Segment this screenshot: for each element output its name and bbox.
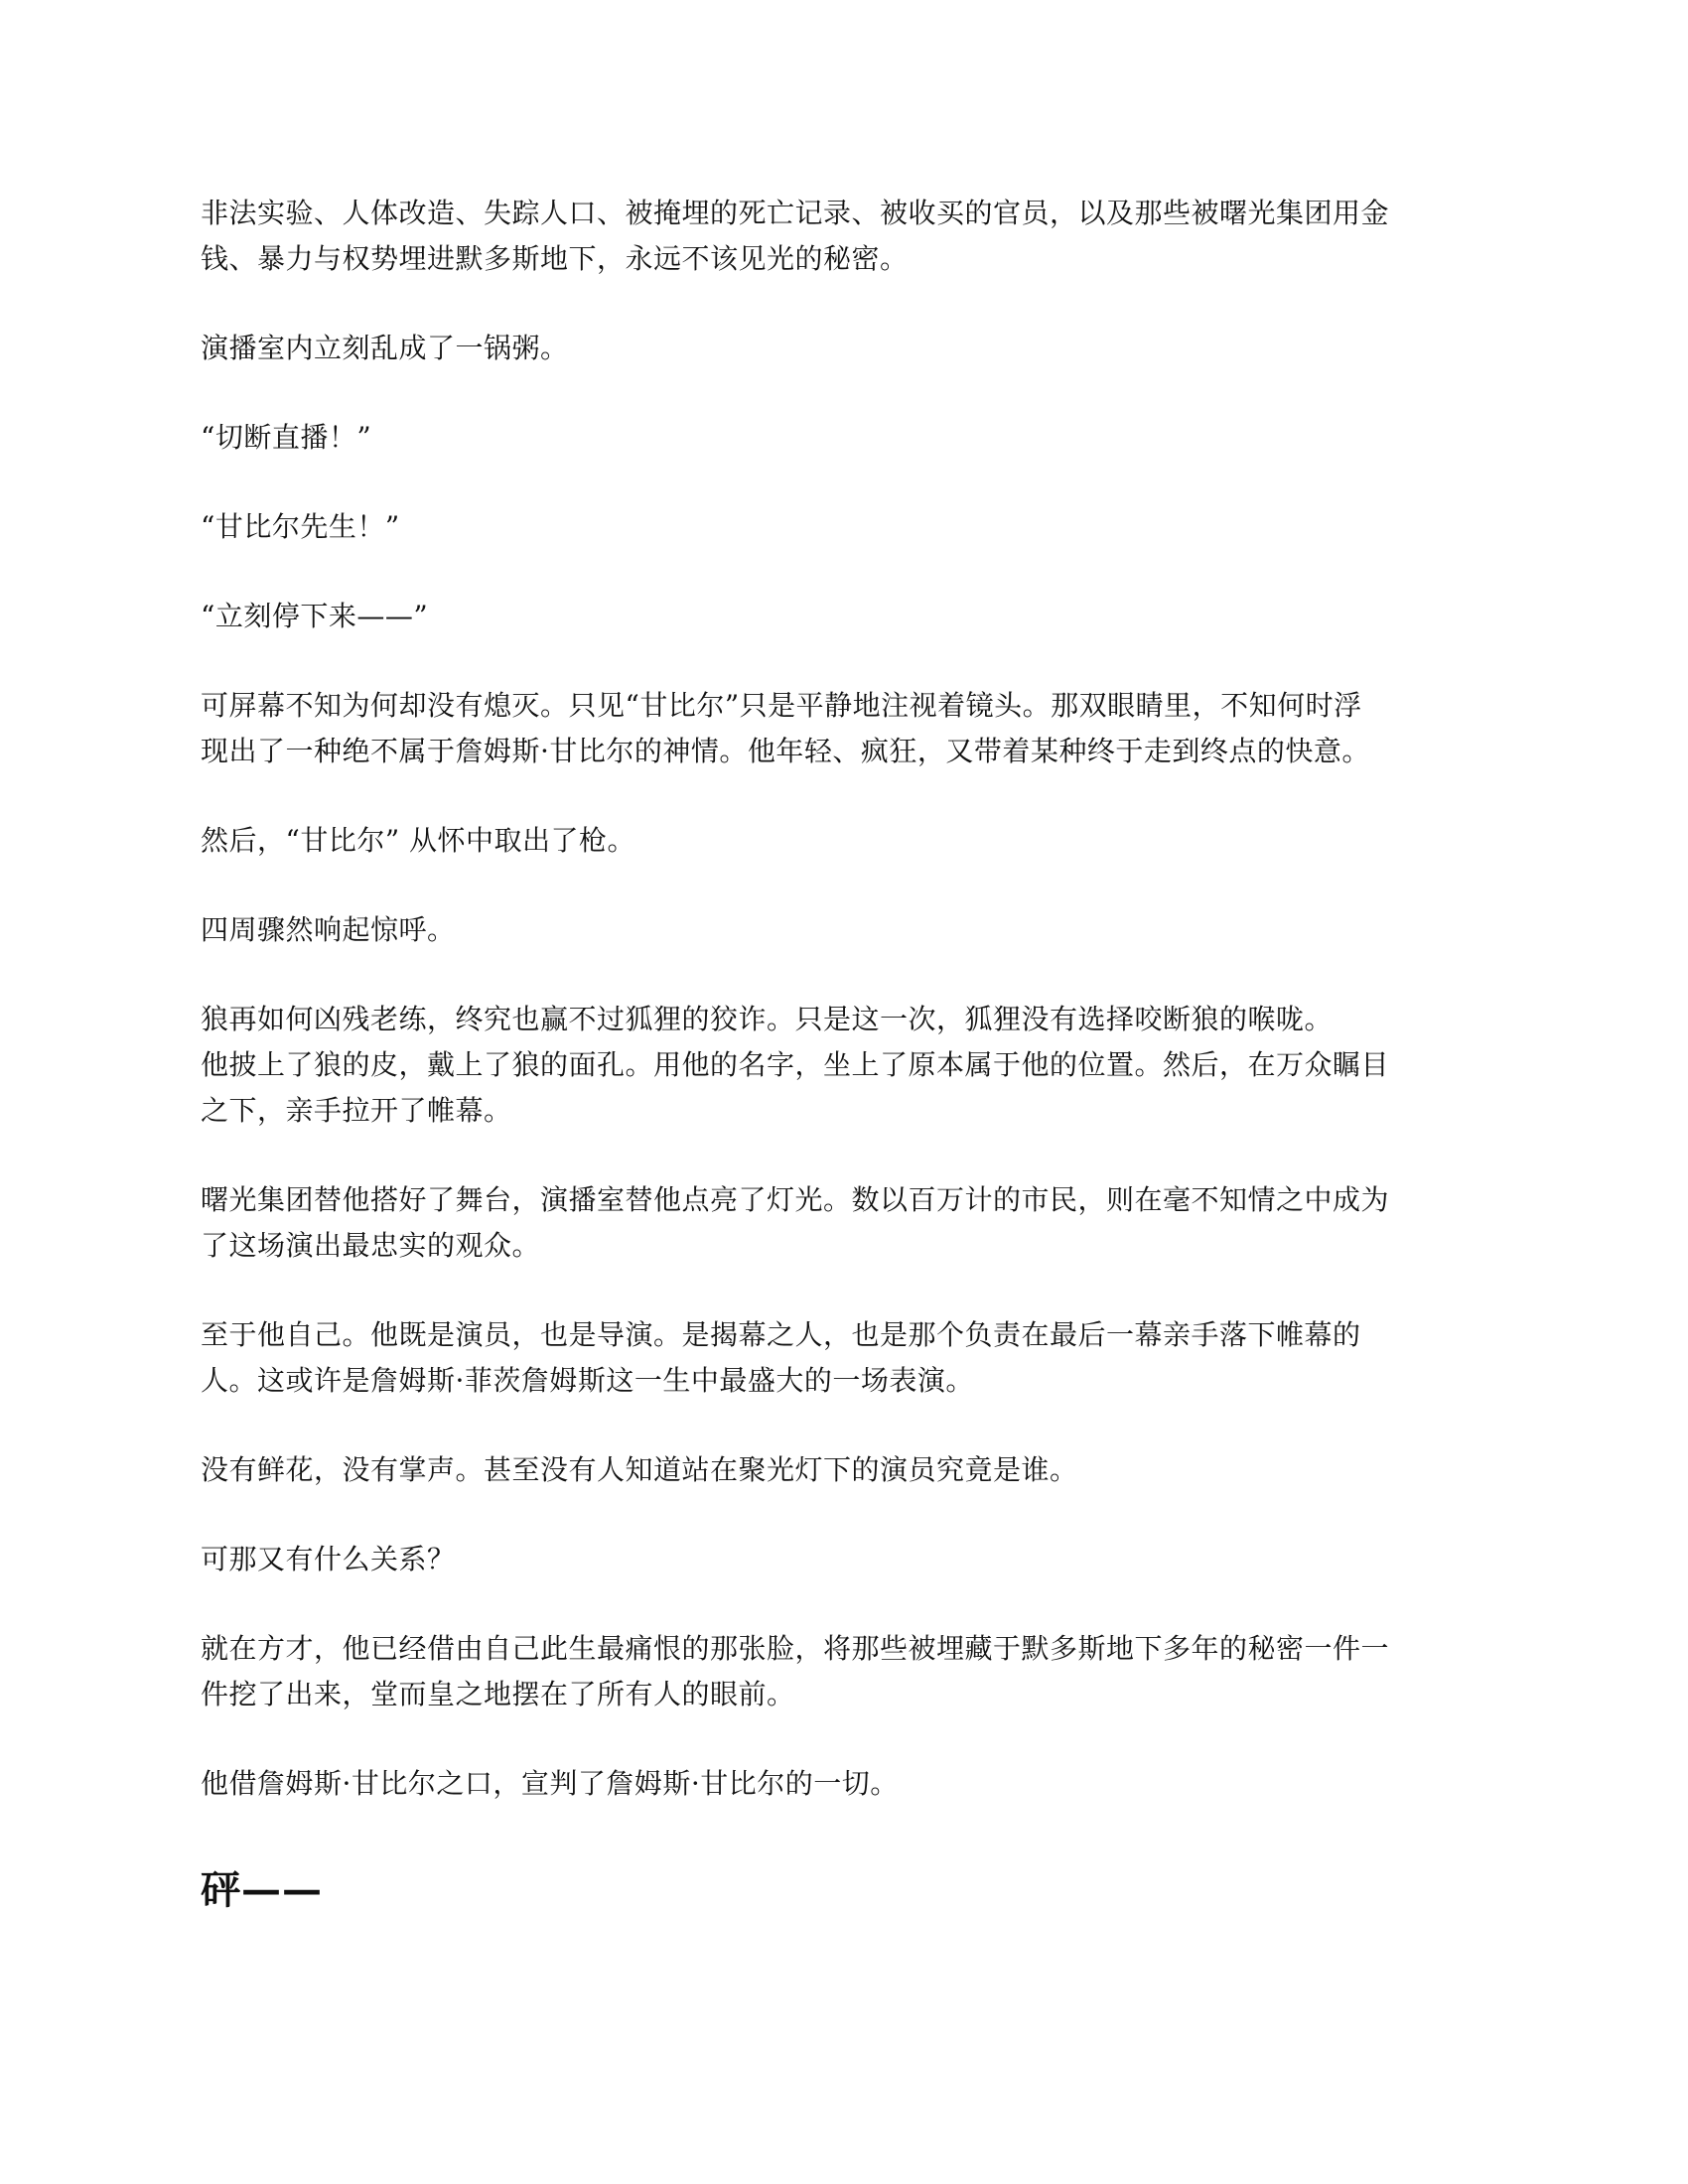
paragraph <box>201 1447 1491 1493</box>
paragraph-line: 现出了一种绝不属于詹姆斯·甘比尔的神情。他年轻、疯狂，又带着某种终于走到终点的快意。 <box>201 735 1370 767</box>
paragraph-line: 人。这或许是詹姆斯·菲茨詹姆斯这一生中最盛大的一场表演。 <box>201 1364 974 1397</box>
paragraph <box>201 326 1491 371</box>
paragraph-line: 四周骤然响起惊呼。 <box>201 913 456 946</box>
paragraph <box>201 683 1491 774</box>
document-page <box>201 191 1491 1918</box>
paragraph-line: “甘比尔先生！” <box>201 510 400 543</box>
paragraph-line: 没有鲜花，没有掌声。甚至没有人知道站在聚光灯下的演员究竟是谁。 <box>201 1453 1078 1486</box>
paragraph <box>201 1042 1491 1134</box>
paragraph <box>201 594 1491 639</box>
paragraph-line: 可那又有什么关系？ <box>201 1543 456 1575</box>
paragraph <box>201 1312 1491 1404</box>
paragraph-line: 非法实验、人体改造、失踪人口、被掩埋的死亡记录、被收买的官员，以及那些被曙光集团用金 <box>201 197 1390 229</box>
paragraph-line: 他披上了狼的皮，戴上了狼的面孔。用他的名字，坐上了原本属于他的位置。然后，在万众瞩目 <box>201 1048 1390 1081</box>
paragraph-line: “立刻停下来——” <box>201 600 429 632</box>
paragraph <box>201 818 1491 864</box>
paragraph-line: 他借詹姆斯·甘比尔之口，宣判了詹姆斯·甘比尔的一切。 <box>201 1767 899 1800</box>
paragraph <box>201 1177 1491 1269</box>
paragraph-line: 狼再如何凶残老练，终究也赢不过狐狸的狡诈。只是这一次，狐狸没有选择咬断狼的喉咙。 <box>201 1003 1334 1035</box>
paragraph <box>201 191 1491 282</box>
paragraph <box>201 1761 1491 1807</box>
paragraph-line: 件挖了出来，堂而皇之地摆在了所有人的眼前。 <box>201 1678 795 1710</box>
paragraph-line: “切断直播！” <box>201 421 372 454</box>
paragraph-line: 钱、暴力与权势埋进默多斯地下，永远不该见光的秘密。 <box>201 242 909 275</box>
paragraph-line: 然后，“甘比尔” 从怀中取出了枪。 <box>201 824 636 857</box>
paragraph-line: 了这场演出最忠实的观众。 <box>201 1229 541 1262</box>
closing-heading: 砰—— <box>201 1866 323 1913</box>
paragraph-line: 就在方才，他已经借由自己此生最痛恨的那张脸，将那些被埋藏于默多斯地下多年的秘密一件一 <box>201 1632 1390 1665</box>
paragraph-line: 演播室内立刻乱成了一锅粥。 <box>201 332 569 364</box>
paragraph-line: 至于他自己。他既是演员，也是导演。是揭幕之人，也是那个负责在最后一幕亲手落下帷幕的 <box>201 1318 1361 1351</box>
paragraph <box>201 1537 1491 1582</box>
paragraph-line: 可屏幕不知为何却没有熄灭。只见“甘比尔”只是平静地注视着镜头。那双眼睛里，不知何时浮 <box>201 689 1362 722</box>
paragraph <box>201 415 1491 461</box>
paragraph-line: 之下，亲手拉开了帷幕。 <box>201 1094 512 1127</box>
paragraph <box>201 907 1491 953</box>
paragraph <box>201 997 1491 1042</box>
paragraph <box>201 1626 1491 1717</box>
paragraph <box>201 504 1491 550</box>
paragraph-line: 曙光集团替他搭好了舞台，演播室替他点亮了灯光。数以百万计的市民，则在毫不知情之中成为 <box>201 1183 1390 1216</box>
